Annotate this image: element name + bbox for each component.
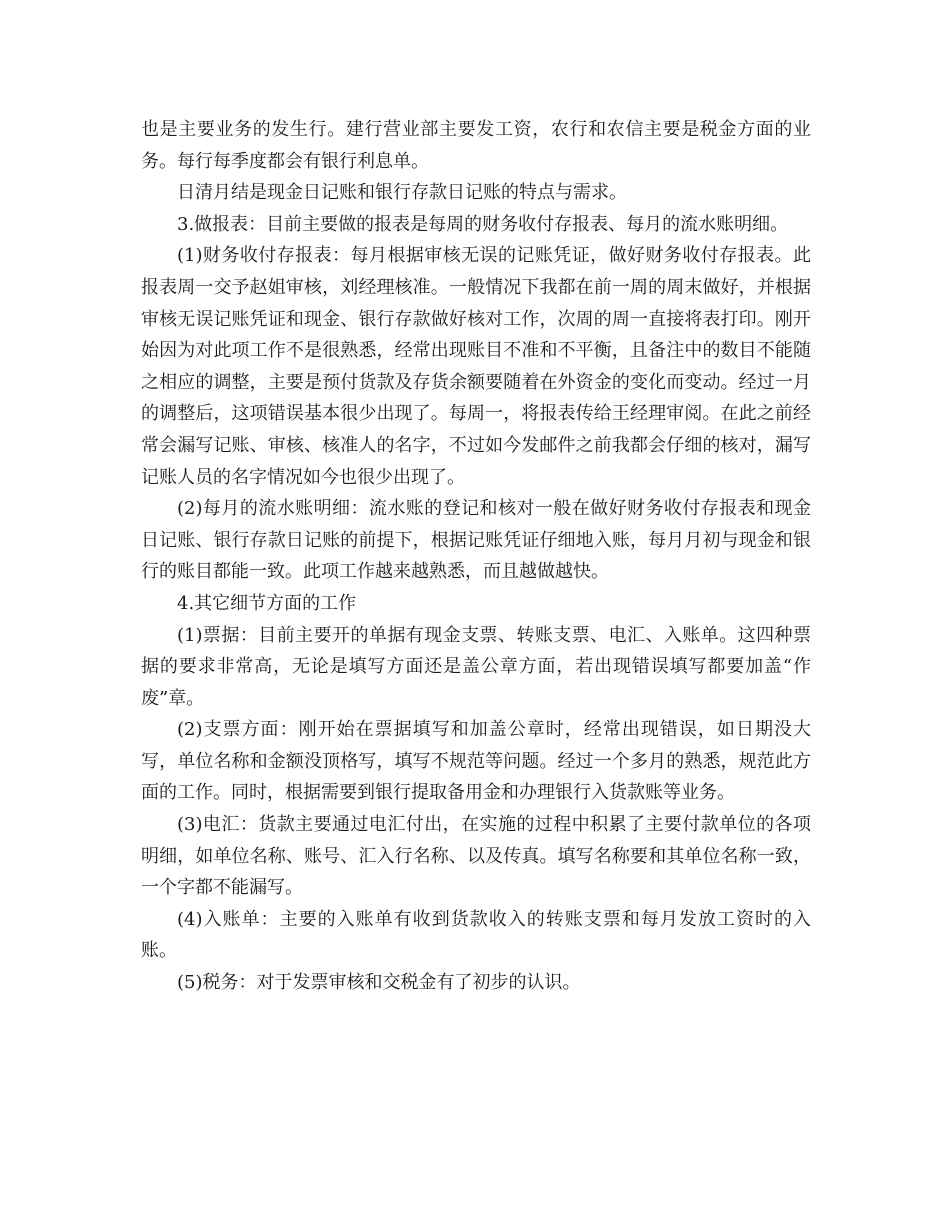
paragraph-tax: (5)税务：对于发票审核和交税金有了初步的认识。 [177, 972, 581, 994]
paragraph-bills: (1)票据：目前主要开的单据有现金支票、转账支票、电汇、入账单。这四种票据的要求非常高，无论是填写方面还是盖公章方面，若出现错误填写都要加盖“作废”章。 [141, 624, 811, 709]
paragraph-continuation: 也是主要业务的发生行。建行营业部主要发工资，农行和农信主要是税金方面的业务。每行每季度都会有银行利息单。 [141, 119, 811, 172]
paragraph-reports-heading: 3.做报表：目前主要做的报表是每周的财务收付存报表、每月的流水账明细。 [177, 213, 789, 235]
paragraph-daily-closing: 日清月结是现金日记账和银行存款日记账的特点与需求。 [177, 182, 627, 204]
paragraph-other-details-heading: 4.其它细节方面的工作 [177, 592, 357, 614]
document-body [141, 114, 811, 999]
paragraph-wire-transfer: (3)电汇：货款主要通过电汇付出，在实施的过程中积累了主要付款单位的各项明细，如单位名称、账号、汇入行名称、以及传真。填写名称要和其单位名称一致，一个字都不能漏写。 [141, 814, 811, 899]
paragraph-checks: (2)支票方面：刚开始在票据填写和加盖公章时，经常出现错误，如日期没大写，单位名称和金额没顶格写，填写不规范等问题。经过一个多月的熟悉，规范此方面的工作。同时，根据需要到银行提取备用金和办理银行入货款账等业务。 [141, 719, 811, 804]
paragraph-cash-flow-report: (1)财务收付存报表：每月根据审核无误的记账凭证，做好财务收付存报表。此报表周一交予赵姐审核，刘经理核准。一般情况下我都在前一周的周末做好，并根据审核无误记账凭证和现金、银行存款做好核对工作，次周的周一直接将表打印。刚开始因为对此项工作不是很熟悉，经常出现账目不准和不平衡，且备注中的数目不能随之相应的调整，主要是预付货款及存货余额要随着在外资金的变化而变动。经过一月的调整后，这项错误基本很少出现了。每周一，将报表传给王经理审阅。在此之前经常会漏写记账、审核、核准人的名字，不过如今发邮件之前我都会仔细的核对，漏写记账人员的名字情况如今也很少出现了。 [141, 245, 811, 488]
paragraph-monthly-ledger: (2)每月的流水账明细：流水账的登记和核对一般在做好财务收付存报表和现金日记账、银行存款日记账的前提下，根据记账凭证仔细地入账，每月月初与现金和银行的账目都能一致。此项工作越来越熟悉，而且越做越快。 [141, 498, 811, 583]
paragraph-deposit-slip: (4)入账单：主要的入账单有收到货款收入的转账支票和每月发放工资时的入账。 [141, 908, 811, 962]
